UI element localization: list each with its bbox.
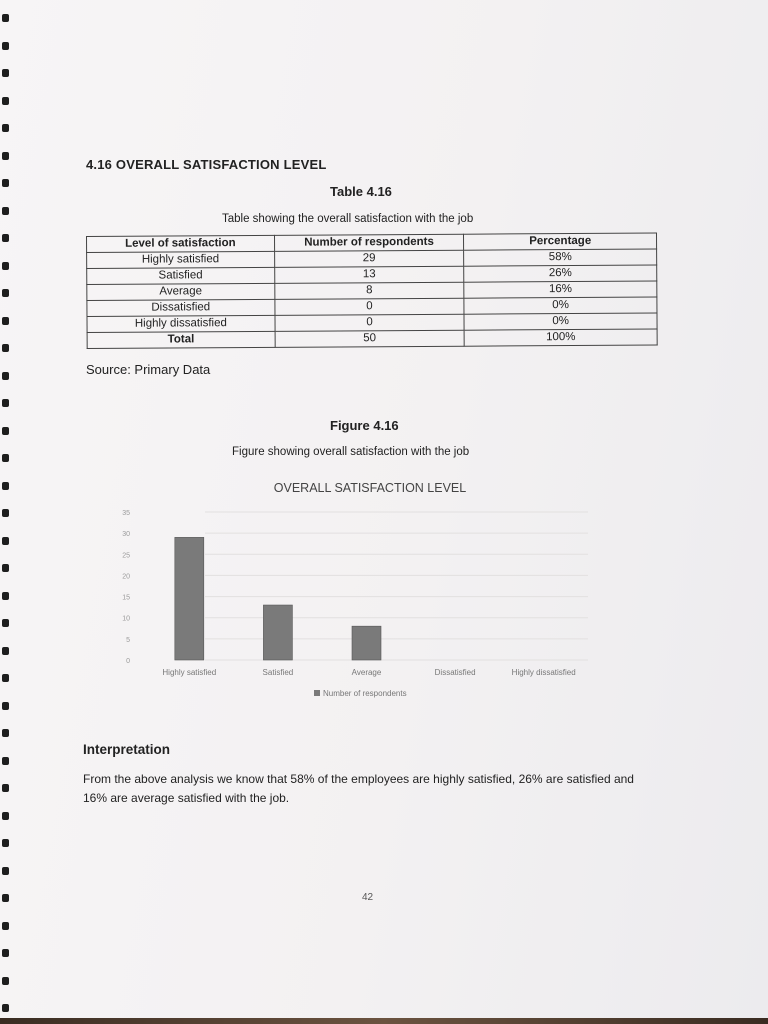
y-tick-label: 30 bbox=[122, 531, 130, 539]
binding-hole bbox=[2, 812, 9, 820]
binding-hole bbox=[2, 97, 9, 105]
table-cell: 58% bbox=[464, 249, 657, 266]
binding-hole bbox=[2, 949, 9, 957]
section-heading: 4.16 OVERALL SATISFACTION LEVEL bbox=[86, 157, 327, 172]
page-number: 42 bbox=[362, 892, 374, 903]
binding-hole bbox=[2, 124, 9, 132]
table-cell: Highly satisfied bbox=[87, 251, 275, 268]
binding-hole bbox=[2, 482, 9, 490]
y-tick-label: 0 bbox=[126, 658, 130, 665]
bar bbox=[175, 537, 204, 660]
table-header-cell: Number of respondents bbox=[274, 234, 464, 251]
binding-hole bbox=[2, 317, 9, 325]
binding-hole bbox=[2, 454, 9, 462]
binding-hole bbox=[2, 619, 9, 627]
table-cell: Total bbox=[87, 331, 275, 348]
table-cell: 0% bbox=[464, 297, 657, 314]
satisfaction-table bbox=[86, 233, 658, 349]
table-cell: 0 bbox=[275, 298, 465, 315]
binding-hole bbox=[2, 537, 9, 545]
table-cell: Dissatisfied bbox=[87, 299, 275, 316]
binding-hole bbox=[2, 784, 9, 792]
legend-label: Number of respondents bbox=[323, 689, 407, 698]
binding-hole bbox=[2, 729, 9, 737]
y-tick-label: 25 bbox=[122, 552, 130, 560]
binding-hole bbox=[2, 702, 9, 710]
table-source: Source: Primary Data bbox=[86, 362, 211, 377]
table-cell: 13 bbox=[274, 266, 464, 283]
table-caption: Table showing the overall satisfaction with the job bbox=[222, 213, 474, 225]
spiral-binding bbox=[0, 0, 14, 1024]
table-header-cell: Percentage bbox=[464, 233, 657, 250]
binding-hole bbox=[2, 289, 9, 297]
binding-hole bbox=[2, 564, 9, 572]
binding-hole bbox=[2, 977, 9, 985]
binding-hole bbox=[2, 399, 9, 407]
table-cell: 29 bbox=[274, 250, 464, 267]
y-tick-label: 10 bbox=[122, 615, 130, 623]
table-cell: 16% bbox=[464, 281, 657, 298]
binding-hole bbox=[2, 262, 9, 270]
y-tick-label: 35 bbox=[122, 510, 130, 517]
table-cell: Average bbox=[87, 283, 275, 300]
table-title: Table 4.16 bbox=[330, 184, 392, 199]
binding-hole bbox=[2, 509, 9, 517]
binding-hole bbox=[2, 757, 9, 765]
binding-hole bbox=[2, 674, 9, 682]
binding-hole bbox=[2, 647, 9, 655]
table-cell: 8 bbox=[274, 282, 464, 299]
figure-title: Figure 4.16 bbox=[330, 418, 399, 433]
x-tick-label: Satisfied bbox=[262, 668, 294, 677]
satisfaction-chart bbox=[110, 470, 630, 715]
table-cell: Satisfied bbox=[87, 267, 275, 284]
binding-hole bbox=[2, 839, 9, 847]
binding-hole bbox=[2, 592, 9, 600]
interpretation-text: From the above analysis we know that 58% of the employees are highly satisfied, 26% are satisfied and 16% are average satisfied with the job. bbox=[83, 772, 634, 805]
chart-title: OVERALL SATISFACTION LEVEL bbox=[273, 481, 467, 495]
interpretation-heading: Interpretation bbox=[83, 742, 171, 757]
y-tick-label: 20 bbox=[122, 573, 130, 581]
binding-hole bbox=[2, 207, 9, 215]
y-tick-label: 5 bbox=[126, 636, 130, 644]
desk-surface bbox=[0, 1018, 768, 1024]
figure-caption: Figure showing overall satisfaction with the job bbox=[232, 446, 470, 458]
x-tick-label: Highly satisfied bbox=[162, 668, 217, 677]
bar bbox=[352, 626, 381, 660]
binding-hole bbox=[2, 344, 9, 352]
y-tick-label: 15 bbox=[122, 594, 130, 602]
table-total-row bbox=[87, 329, 657, 348]
binding-hole bbox=[2, 894, 9, 902]
binding-hole bbox=[2, 14, 9, 22]
binding-hole bbox=[2, 42, 9, 50]
legend-swatch bbox=[314, 690, 320, 696]
binding-hole bbox=[2, 152, 9, 160]
binding-hole bbox=[2, 867, 9, 875]
binding-hole bbox=[2, 427, 9, 435]
table-cell: 50 bbox=[275, 330, 465, 347]
binding-hole bbox=[2, 179, 9, 187]
binding-hole bbox=[2, 922, 9, 930]
binding-hole bbox=[2, 234, 9, 242]
binding-hole bbox=[2, 372, 9, 380]
table-cell: Highly dissatisfied bbox=[87, 315, 275, 332]
table-header-cell: Level of satisfaction bbox=[87, 235, 275, 252]
binding-hole bbox=[2, 69, 9, 77]
table-cell: 100% bbox=[464, 329, 657, 346]
table-cell: 26% bbox=[464, 265, 657, 282]
table-cell: 0 bbox=[275, 314, 465, 331]
binding-hole bbox=[2, 1004, 9, 1012]
table-cell: 0% bbox=[464, 313, 657, 330]
chart-svg bbox=[110, 470, 630, 715]
x-tick-label: Dissatisfied bbox=[434, 668, 476, 677]
x-tick-label: Average bbox=[351, 668, 382, 677]
bar bbox=[263, 605, 292, 660]
x-tick-label: Highly dissatisfied bbox=[511, 668, 576, 677]
